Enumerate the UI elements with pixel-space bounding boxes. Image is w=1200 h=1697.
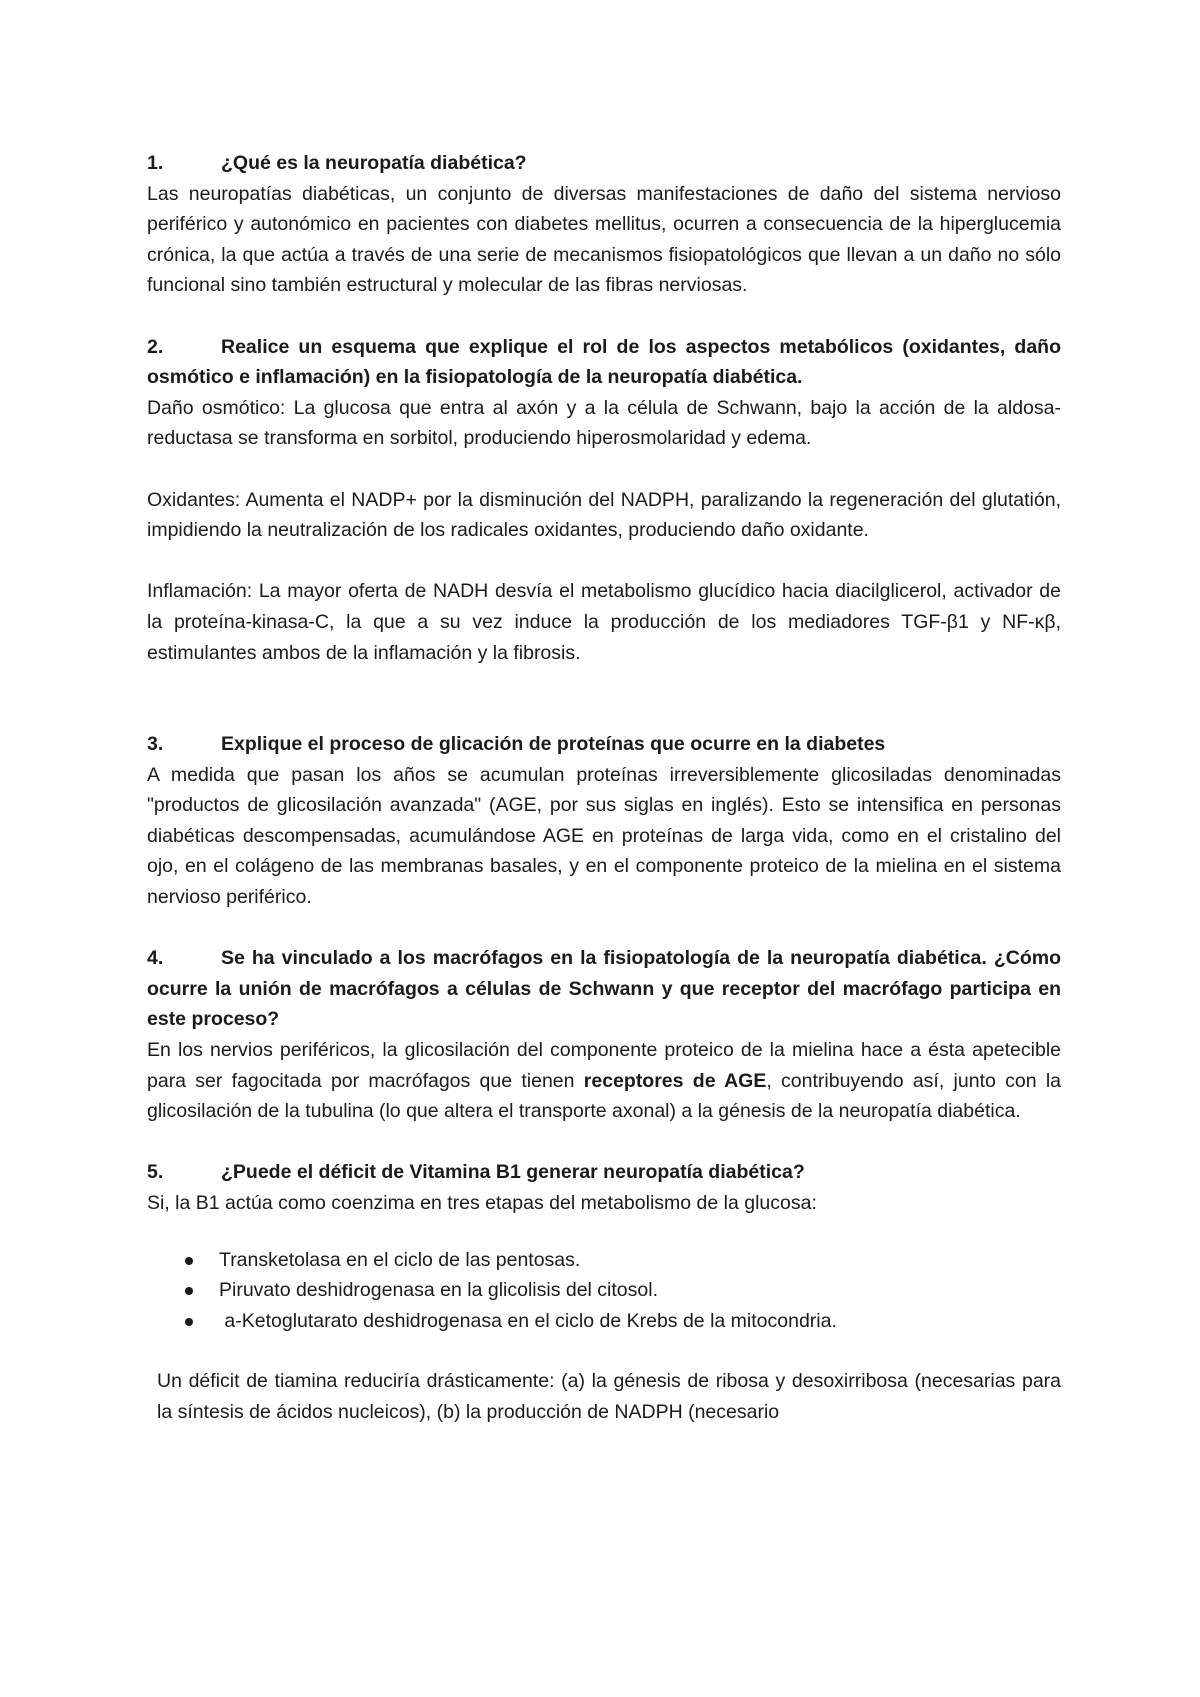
bullet-list xyxy=(147,1245,1061,1337)
question-heading xyxy=(147,1157,1061,1188)
question-title: Realice un esquema que explique el rol de los aspectos metabólicos (oxidantes, daño osmótico e inflamación) en la fisiopatología de la neuropatía diabética. xyxy=(147,335,1061,389)
answer-paragraph: A medida que pasan los años se acumulan proteínas irreversiblemente glicosiladas denominadas "productos de glicosilación avanzada" (AGE, por sus siglas en inglés). Esto se intensifica en personas diabéticas descompensadas, acumulándose AGE en proteínas de larga vida, como en el cristalino del ojo, en el colágeno de las membranas basales, y en el componente proteico de la mielina en el sistema nervioso periférico. xyxy=(147,763,1061,909)
question-number: 5. xyxy=(147,1161,164,1184)
list-item-text: a-Ketoglutarato deshidrogenasa en el ciclo de Krebs de la mitocondria. xyxy=(219,1309,837,1332)
document-page xyxy=(147,148,1061,1428)
question-heading xyxy=(147,332,1061,393)
question-title: Explique el proceso de glicación de proteínas que ocurre en la diabetes xyxy=(221,733,886,756)
section-q1 xyxy=(147,148,1061,301)
question-title: Se ha vinculado a los macrófagos en la fisiopatología de la neuropatía diabética. ¿Cómo ocurre la unión de macrófagos a células de Schwann y que receptor del macrófago participa en este proceso? xyxy=(147,947,1061,1031)
section-q5 xyxy=(147,1157,1061,1427)
bullet-icon xyxy=(185,1287,193,1295)
answer-paragraph xyxy=(147,1035,1061,1127)
question-heading xyxy=(147,729,1061,760)
list-item-text: Transketolasa en el ciclo de las pentosas. xyxy=(219,1248,581,1271)
list-item-text: Piruvato deshidrogenasa en la glicolisis del citosol. xyxy=(219,1279,658,1302)
question-title: ¿Qué es la neuropatía diabética? xyxy=(221,152,527,174)
answer-paragraph-osmotic: Daño osmótico: La glucosa que entra al axón y a la célula de Schwann, bajo la acción de la aldosa-reductasa se transforma en sorbitol, produciendo hiperosmolaridad y edema. xyxy=(147,396,1061,450)
section-q3 xyxy=(147,729,1061,913)
question-heading xyxy=(147,148,1061,179)
answer-intro: Si, la B1 actúa como coenzima en tres etapas del metabolismo de la glucosa: xyxy=(147,1192,817,1214)
answer-paragraph-oxidants: Oxidantes: Aumenta el NADP+ por la disminución del NADPH, paralizando la regeneración del glutatión, impidiendo la neutralización de los radicales oxidantes, produciendo daño oxidante. xyxy=(147,488,1061,542)
section-q2 xyxy=(147,332,1061,669)
answer-text-bold: receptores de AGE xyxy=(583,1069,767,1092)
question-number: 2. xyxy=(147,335,164,358)
section-q4 xyxy=(147,943,1061,1127)
list-item xyxy=(147,1245,1061,1276)
list-item xyxy=(147,1275,1061,1306)
list-item xyxy=(147,1306,1061,1337)
question-number: 1. xyxy=(147,152,164,174)
question-number: 4. xyxy=(147,947,164,970)
question-heading xyxy=(147,943,1061,1035)
answer-text-after: , contribuyendo así, junto con la glicosilación de la tubulina (lo que altera el transporte axonal) a la génesis de la neuropatía diabética. xyxy=(147,1069,1062,1123)
answer-paragraph: Las neuropatías diabéticas, un conjunto de diversas manifestaciones de daño del sistema nervioso periférico y autonómico en pacientes con diabetes mellitus, ocurren a consecuencia de la hiperglucemia crónica, la que actúa a través de una serie de mecanismos fisiopatológicos que llevan a un daño no sólo funcional sino también estructural y molecular de las fibras nerviosas. xyxy=(147,182,1061,297)
answer-paragraph: Un déficit de tiamina reduciría drásticamente: (a) la génesis de ribosa y desoxirribosa (necesarias para la síntesis de ácidos nucleicos), (b) la producción de NADPH (necesario xyxy=(157,1370,1061,1423)
bullet-icon xyxy=(185,1318,193,1326)
answer-paragraph-inflammation: Inflamación: La mayor oferta de NADH desvía el metabolismo glucídico hacia diacilglicerol, activador de la proteína-kinasa-C, la que a su vez induce la producción de los mediadores TGF-β1 y NF-κβ, estimulantes ambos de la inflamación y la fibrosis. xyxy=(147,580,1061,664)
bullet-icon xyxy=(185,1257,193,1265)
question-title: ¿Puede el déficit de Vitamina B1 generar neuropatía diabética? xyxy=(221,1161,805,1184)
question-number: 3. xyxy=(147,733,164,756)
answer-text-before: En los nervios periféricos, la glicosilación del componente proteico de la mielina hace a ésta apetecible para ser fagocitada por macrófagos que tienen xyxy=(147,1039,1061,1092)
